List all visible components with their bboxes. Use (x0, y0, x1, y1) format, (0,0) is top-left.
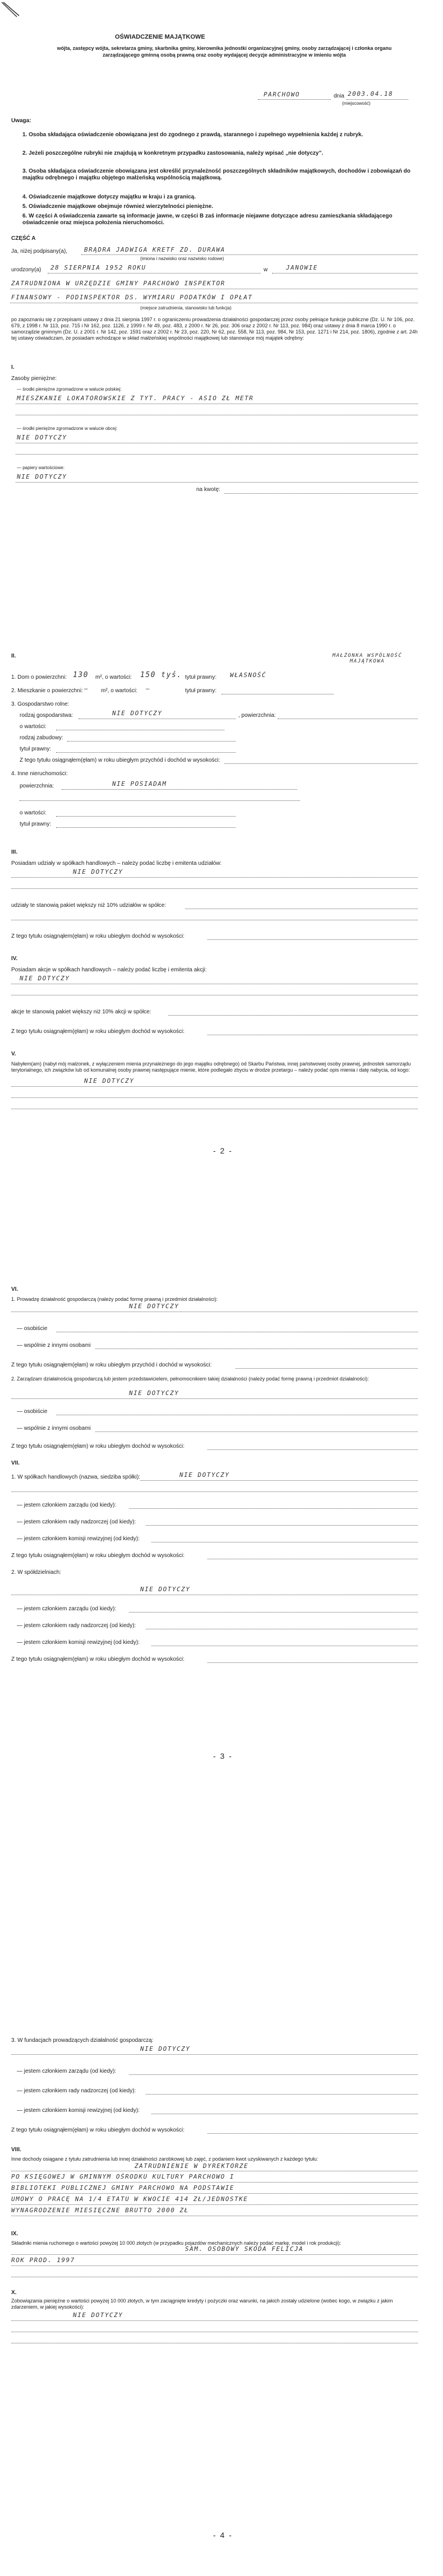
page-4 (0, 1925, 443, 2576)
date-value: 2003.04.18 (348, 90, 394, 98)
liabilities-value: NIE DOTYCZY (73, 2311, 123, 2319)
cash-value: MIESZKANIE LOKATOROWSKIE Z TYT. PRACY - ASIO ZŁ METR (17, 395, 254, 402)
managed-value: NIE DOTYCZY (129, 1389, 179, 1397)
uwaga-1: 1. Osoba składająca oświadczenie obowiązana jest do zgodnego z prawdą, starannego i zupełnego wypełnienia każdej z rubryk. (22, 132, 363, 138)
section-3-number: III. (11, 849, 18, 855)
document-intro: wójta, zastępcy wójta, sekretarza gminy, skarbnika gminy, kierownika jednostki organizacyjnej gminy, osoby zarządzającej i członka organu zarządzającego gminną osobą prawną oraz osoby wydającej decyzje administracyjne w imieniu wójta (57, 45, 392, 58)
page-number: - 2 - (213, 1146, 233, 1155)
uwaga-2: 2. Jeżeli poszczególne rubryki nie znajdują w konkretnym przypadku zastosowania, należy wpisać „nie dotyczy”. (22, 150, 324, 156)
vehicles-value-1: SAM. OSOBOWY SKODA FELICJA (185, 2245, 304, 2253)
handwritten-mark-top-left (0, 0, 22, 22)
vehicles-value-2: ROK PROD. 1997 (11, 2257, 75, 2264)
shares-income-label: Z tego tytułu osiągnąłem(ęłam) w roku ubiegłym dochód w wysokości: (11, 933, 185, 939)
stocks-pct-label: akcje te stanowią pakiet większy niż 10% akcji w spółce: (11, 1009, 151, 1015)
coops-board-label: — jestem członkiem zarządu (od kiedy): (17, 1606, 117, 1612)
employment-caption: (miejsce zatrudnienia, stanowisko lub funkcja) (140, 305, 232, 311)
place-value: PARCHOWO (264, 91, 300, 98)
other-area-label: powierzchnia: (20, 783, 54, 789)
foreign-value: NIE DOTYCZY (17, 434, 67, 441)
flat-label: 2. Mieszkanie o powierzchni: (11, 688, 83, 694)
acquired-label: Nabyłem(am) (nabył mój małżonek, z wyłączeniem mienia przynależnego do jego majątku odrębnego) od Skarbu Państwa, innej państwowej osoby prawnej, jednostek samorządu terytorialnego, ich związków lub od komunalnej osoby prawnej następujące mienie, które podlegało zbyciu w drodze przetargu – należy podać opis mienia i datę nabycia, od kogo: (11, 1061, 411, 1073)
farm-type-value: NIE DOTYCZY (112, 710, 163, 717)
f-audit-label: — jestem członkiem komisji rewizyjnej (od kiedy): (17, 2107, 140, 2114)
flat-unit: m², o wartości: (101, 688, 138, 694)
uwaga-6: 6. W części A oświadczenia zawarte są informacje jawne, w części B zaś informacje niejawne dotyczące adresu zamieszkania składającego oświadczenie oraz miejsca położenia nieruchomości. (22, 213, 393, 226)
legal-declaration: po zapoznaniu się z przepisami ustawy z dnia 21 sierpnia 1997 r. o ograniczeniu prowadzenia działalności gospodarczej przez osoby pełniące funkcje publiczne (Dz. U. Nr 106, poz. 679, z 1998 r. Nr 113, poz. 715 i Nr 162, poz. 1126, z 1999 r. Nr 49, poz. 483, z 2000 r. Nr 26, poz. 306 oraz z 2002 r. Nr 113, poz. 984) oraz ustawy z dnia 8 marca 1990 r. o samorządzie gminnym (Dz. U. z 2001 r. Nr 142, poz. 1591 oraz z 2002 r. Nr 23, poz. 220, Nr 62, poz. 558, Nr 113, poz. 984, Nr 153, poz. 1271 i Nr 214, poz. 1806), zgodnie z art. 24h tej ustawy oświadczam, że posiadam wchodzące w skład małżeńskiej wspólności majątkowej lub stanowiące mój majątek odrębny: (11, 317, 418, 341)
stocks-label: Posiadam akcje w spółkach handlowych – należy podać liczbę i emitenta akcji: (11, 967, 207, 973)
section-7-number: VII. (11, 1460, 20, 1466)
place-caption: (miejscowość) (342, 101, 371, 106)
section-9-number: IX. (11, 2231, 19, 2237)
employment-value-1: ZATRUDNIONA W URZĘDZIE GMINY PARCHOWO INSPEKTOR (11, 280, 225, 287)
czesc-a-heading: CZĘŚĆ A (11, 235, 36, 242)
uwaga-5: 5. Oświadczenie majątkowe obejmuje również wierzytelności pieniężne. (22, 203, 214, 210)
f-supervisory-label: — jestem członkiem rady nadzorczej (od kiedy): (17, 2088, 136, 2094)
house-title-label: tytuł prawny: (185, 674, 217, 680)
date-label: dnia (334, 93, 344, 99)
document-title: OŚWIADCZENIE MAJĄTKOWE (115, 34, 205, 40)
companies-value: NIE DOTYCZY (179, 1471, 230, 1479)
vehicles-label: Składniki mienia ruchomego o wartości powyżej 10 000 złotych (w przypadku pojazdów mechanicznych należy podać markę, model i rok produkcji): (11, 2240, 342, 2246)
other-income-value-2: PO KSIĘGOWEJ W GMINNYM OŚRODKU KULTURY PARCHOWO I (11, 2173, 235, 2180)
coops-supervisory-label: — jestem członkiem rady nadzorczej (od kiedy): (17, 1623, 136, 1629)
uwaga-4: 4. Oświadczenie majątkowe dotyczy majątku w kraju i za granicą. (22, 194, 196, 200)
farm-build-label: rodzaj zabudowy: (20, 735, 63, 741)
name-caption: (imiona i nazwisko oraz nazwisko rodowe) (140, 256, 224, 261)
securities-label: — papiery wartościowe: (17, 465, 64, 470)
page-number: - 3 - (213, 1752, 233, 1760)
other-area-value: NIE POSIADAM (112, 780, 167, 787)
house-value: 150 tyś. (140, 671, 182, 679)
section-1-number: I. (11, 364, 15, 370)
section-8-number: VIII. (11, 2147, 21, 2153)
other-income-value-4: UMOWY O PRACĘ NA 1/4 ETATU W KWOCIE 414 ZŁ/JEDNOSTKE (11, 2195, 248, 2203)
shares-value: NIE DOTYCZY (73, 868, 123, 875)
other-income-label: Inne dochody osiągane z tytułu zatrudnienia lub innej działalności zarobkowej lub zajęć, z podaniem kwot uzyskiwanych z każdego tytułu: (11, 2156, 319, 2162)
business-value: NIE DOTYCZY (129, 1303, 179, 1310)
flat-value: — (146, 685, 151, 692)
securities-value: NIE DOTYCZY (17, 473, 67, 480)
other-worth-label: o wartości: (20, 810, 47, 816)
stocks-value: NIE DOTYCZY (20, 975, 70, 982)
other-income-value-1: ZATRUDNIENIE W DYREKTORZE (135, 2162, 249, 2170)
house-area: 130 (73, 671, 89, 679)
section-6-number: VI. (11, 1286, 19, 1292)
companies-label: 1. W spółkach handlowych (nazwa, siedziba spółki): (11, 1474, 141, 1480)
shares-pct-label: udziały te stanowią pakiet większy niż 10% udziałów w spółce: (11, 902, 167, 909)
house-unit: m², o wartości: (95, 674, 132, 680)
personally-label: — osobiście (17, 1326, 48, 1332)
jointly-label: — wspólnie z innymi osobami (17, 1342, 91, 1349)
born-value: 28 SIERPNIA 1952 ROKU (50, 264, 146, 271)
coops-label: 2. W spółdzielniach: (11, 1569, 61, 1576)
farm-type-label: rodzaj gospodarstwa: (20, 712, 73, 719)
house-note: MAŁŻONKA WSPÓLNOŚĆ MAJĄTKOWA (332, 653, 403, 664)
farm-income-label: Z tego tytułu osiągnąłem(ęłam) w roku ubiegłym przychód i dochód w wysokości: (20, 757, 220, 763)
flat-area: — (84, 685, 89, 692)
uwagi-heading: Uwaga: (11, 118, 31, 124)
other-property-label: 4. Inne nieruchomości: (11, 771, 68, 777)
born-in-value: JANOWIE (286, 264, 318, 271)
business-label: 1. Prowadzę działalność gospodarczą (należy podać formę prawną i przedmiot działalności): (11, 1296, 218, 1302)
page-3 (0, 1281, 443, 1925)
born-label: urodzony(a) (11, 267, 41, 273)
coops-audit-label: — jestem członkiem komisji rewizyjnej (od kiedy): (17, 1639, 140, 1646)
page-2 (0, 642, 443, 1281)
managed-jointly-label: — wspólnie z innymi osobami (17, 1425, 91, 1431)
born-in-label: w (264, 267, 268, 273)
business-income-label: Z tego tytułu osiągnąłem(ęłam) w roku ubiegłym przychód i dochód w wysokości: (11, 1362, 212, 1368)
amount-label: na kwotę: (196, 487, 220, 493)
name-value: BRĄDRA JADWIGA KRETF ZD. DURAWA (84, 246, 225, 253)
supervisory-label: — jestem członkiem rady nadzorczej (od kiedy): (17, 1519, 136, 1525)
section-4-number: IV. (11, 956, 18, 962)
coops-income-label: Z tego tytułu osiągnąłem(ęłam) w roku ubiegłym dochód w wysokości: (11, 1656, 185, 1662)
coops-value: NIE DOTYCZY (140, 1586, 191, 1593)
cash-label: — środki pieniężne zgromadzone w walucie polskiej: (17, 387, 122, 392)
farm-worth-label: o wartości: (20, 724, 47, 730)
page-1 (0, 0, 443, 642)
name-label: Ja, niżej podpisany(a), (11, 248, 68, 254)
section-10-number: X. (11, 2290, 17, 2296)
other-income-value-5: WYNAGRODZENIE MIESIĘCZNE BRUTTO 2000 ZŁ (11, 2207, 189, 2214)
managed-personally-label: — osobiście (17, 1409, 48, 1415)
other-income-value-3: BIBLIOTEKI PUBLICZNEJ GMINY PARCHOWO NA PODSTAWIE (11, 2184, 235, 2192)
liabilities-label: Zobowiązania pieniężne o wartości powyżej 10 000 złotych, w tym zaciągnięte kredyty i pożyczki oraz warunki, na jakich zostały udzielone (wobec kogo, w związku z jakim zdarzeniem, w jakiej wysokości): (11, 2298, 393, 2310)
farm-area-label: , powierzchnia: (238, 712, 276, 719)
flat-title-label: tytuł prawny: (185, 688, 217, 694)
employment-value-2: FINANSOWY - PODINSPEKTOR DS. WYMIARU PODATKÓW I OPŁAT (11, 294, 253, 301)
acquired-value: NIE DOTYCZY (84, 1077, 135, 1085)
stocks-income-label: Z tego tytułu osiągnąłem(ęłam) w roku ubiegłym dochód w wysokości: (11, 1028, 185, 1035)
foreign-label: — środki pieniężne zgromadzone w walucie obcej: (17, 426, 118, 431)
uwaga-3: 3. Osoba składająca oświadczenie obowiązana jest określić przynależność poszczególnych składników majątkowych, dochodów i zobowiązań do majątku odrębnego i majątku objętego małżeńską wspólnością majątkową. (22, 168, 410, 181)
page-number: - 4 - (213, 2531, 233, 2540)
section-2-number: II. (11, 653, 16, 659)
foundations-label: 3. W fundacjach prowadzących działalność gospodarczą: (11, 2037, 154, 2044)
audit-label: — jestem członkiem komisji rewizyjnej (od kiedy): (17, 1536, 140, 1542)
f-income-label: Z tego tytułu osiągnąłem(ęłam) w roku ubiegłym dochód w wysokości: (11, 2127, 185, 2133)
foundations-value: NIE DOTYCZY (140, 2045, 191, 2053)
f-board-label: — jestem członkiem zarządu (od kiedy): (17, 2068, 117, 2074)
other-title-label: tytuł prawny: (20, 821, 52, 827)
farm-title-label: tytuł prawny: (20, 746, 52, 752)
managed-label: 2. Zarządzam działalnością gospodarczą lub jestem przedstawicielem, pełnomocnikiem takiej działalności (należy podać formę prawną i przedmiot działalności): (11, 1376, 369, 1382)
house-title-value: WŁASNOŚĆ (230, 671, 266, 679)
shares-label: Posiadam udziały w spółkach handlowych – należy podać liczbę i emitenta udziałów: (11, 860, 222, 867)
companies-income-label: Z tego tytułu osiągnąłem(ęłam) w roku ubiegłym dochód w wysokości: (11, 1553, 185, 1559)
house-label: 1. Dom o powierzchni: (11, 674, 67, 680)
farm-label: 3. Gospodarstwo rolne: (11, 701, 70, 707)
section-5-number: V. (11, 1051, 16, 1057)
board-label: — jestem członkiem zarządu (od kiedy): (17, 1502, 117, 1508)
section-1-heading: Zasoby pieniężne: (11, 376, 57, 382)
managed-income-label: Z tego tytułu osiągnąłem(ęłam) w roku ubiegłym dochód w wysokości: (11, 1443, 185, 1449)
